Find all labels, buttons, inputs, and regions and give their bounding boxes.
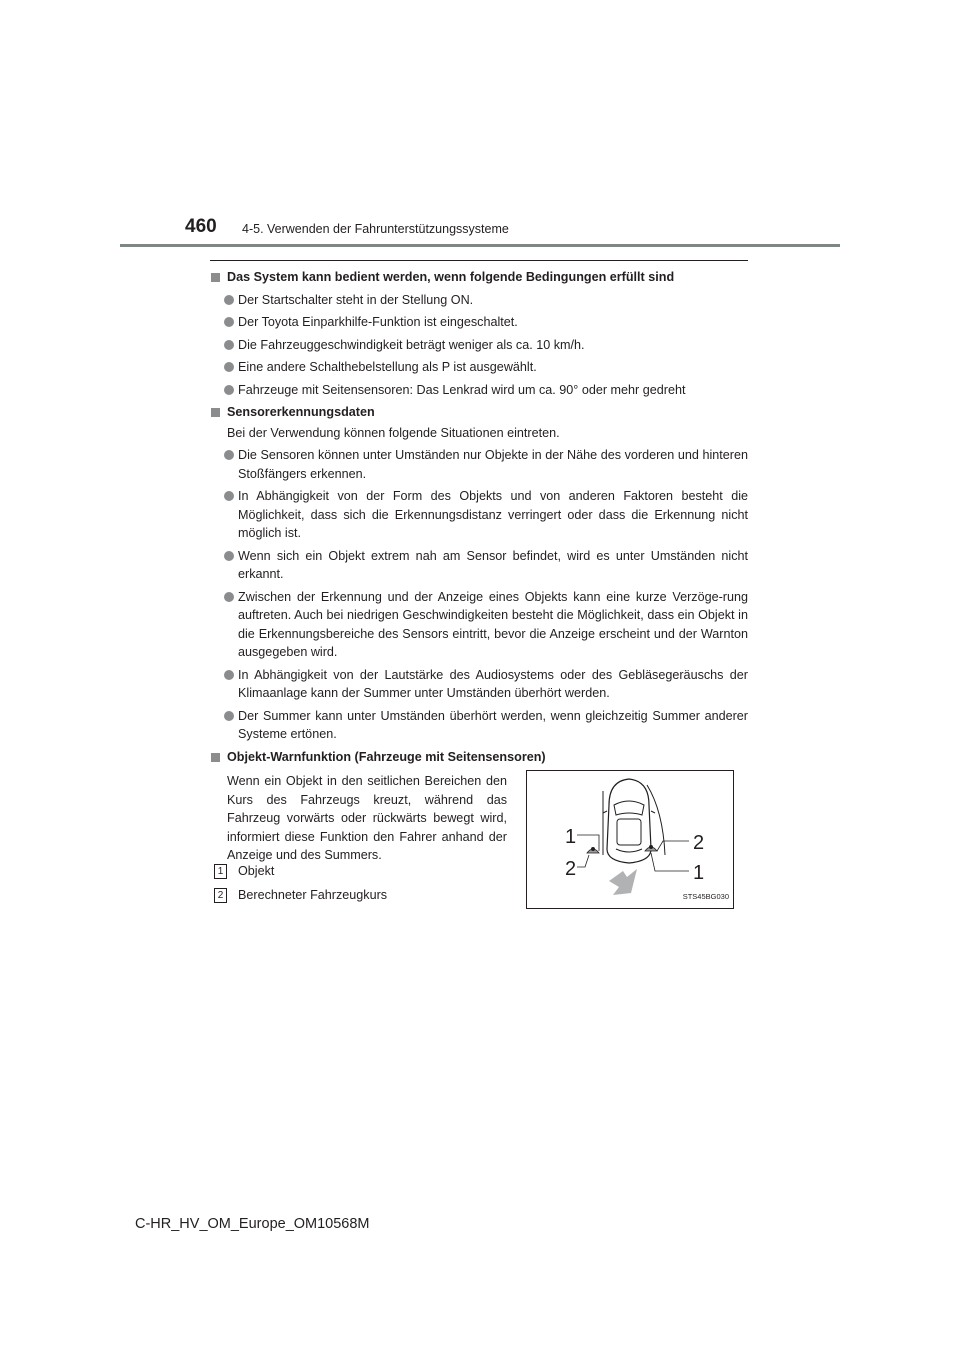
object-warning-heading: Objekt-Warnfunktion (Fahrzeuge mit Seitensensoren) [210, 748, 748, 767]
object-warning-text: Wenn ein Objekt in den seitlichen Bereichen den Kurs des Fahrzeugs kreuzt, während das Fahrzeug vorwärts oder rückwärts bewegt wird, informiert diese Funktion den Fahrer anhand der Anzeige und des Summers. [227, 774, 507, 862]
legend-number: 1 [214, 864, 227, 879]
circle-bullet-icon [224, 295, 234, 305]
circle-bullet-icon [224, 711, 234, 721]
legend-number: 2 [214, 888, 227, 903]
legend-label: Berechneter Fahrzeugkurs [238, 888, 388, 902]
list-item: Der Toyota Einparkhilfe-Funktion ist eingeschaltet. [210, 313, 748, 332]
square-bullet-icon [211, 408, 220, 417]
circle-bullet-icon [224, 362, 234, 372]
page-number: 460 [185, 216, 217, 237]
list-item: Die Fahrzeuggeschwindigkeit beträgt weniger als ca. 10 km/h. [210, 336, 748, 355]
car-sensor-figure [526, 770, 734, 909]
sensor-heading: Sensorerkennungsdaten [210, 403, 748, 422]
list-item: Der Summer kann unter Umständen überhört werden, wenn gleichzeitig Summer anderer Systeme ertönen. [210, 707, 748, 744]
list-item: Eine andere Schalthebelstellung als P ist ausgewählt. [210, 358, 748, 377]
square-bullet-icon [211, 753, 220, 762]
circle-bullet-icon [224, 551, 234, 561]
circle-bullet-icon [224, 491, 234, 501]
circle-bullet-icon [224, 592, 234, 602]
callout-number: 2 [693, 832, 705, 854]
square-bullet-icon [211, 273, 220, 282]
circle-bullet-icon [224, 340, 234, 350]
conditions-heading: Das System kann bedient werden, wenn folgende Bedingungen erfüllt sind [210, 268, 748, 287]
callout-number: 2 [565, 858, 577, 880]
list-item: Zwischen der Erkennung und der Anzeige eines Objekts kann eine kurze Verzöge-rung auftreten. Auch bei niedrigen Geschwindigkeiten besteht die Möglichkeit, dass ein Objekt in die Erkennungsbereiche des Sensors eintritt, bevor die Anzeige erscheint und der Warnton ausgegeben wird. [210, 588, 748, 662]
list-item: Wenn sich ein Objekt extrem nah am Sensor befindet, wird es unter Umständen nicht erkannt. [210, 547, 748, 584]
header-rule [120, 244, 840, 247]
content-rule [210, 260, 748, 261]
page-content [210, 268, 748, 930]
circle-bullet-icon [224, 317, 234, 327]
circle-bullet-icon [224, 385, 234, 395]
footer-text: C-HR_HV_OM_Europe_OM10568M [135, 1216, 370, 1232]
object-warning-block [210, 770, 748, 930]
list-item: In Abhängigkeit von der Lautstärke des Audiosystems oder des Gebläsegeräuschs der Klimaanlage kann der Summer unter Umständen überhört werden. [210, 666, 748, 703]
list-item: In Abhängigkeit von der Form des Objekts und von anderen Faktoren besteht die Möglichkeit, dass sich die Erkennungsdistanz verringert oder dass die Erkennung nicht möglich ist. [210, 487, 748, 543]
section-title: 4-5. Verwenden der Fahrunterstützungssysteme [242, 222, 509, 236]
legend-label: Objekt [238, 864, 275, 878]
callout-number: 1 [693, 862, 705, 884]
list-item: Die Sensoren können unter Umständen nur Objekte in der Nähe des vorderen und hinteren Stoßfängers erkennen. [210, 446, 748, 483]
list-item: Der Startschalter steht in der Stellung ON. [210, 291, 748, 310]
sensor-intro: Bei der Verwendung können folgende Situationen eintreten. [227, 425, 560, 440]
callout-number: 1 [565, 826, 577, 848]
list-item: Fahrzeuge mit Seitensensoren: Das Lenkrad wird um ca. 90° oder mehr gedreht [210, 381, 748, 400]
circle-bullet-icon [224, 450, 234, 460]
figure-code: STS45BG030 [682, 891, 729, 901]
circle-bullet-icon [224, 670, 234, 680]
